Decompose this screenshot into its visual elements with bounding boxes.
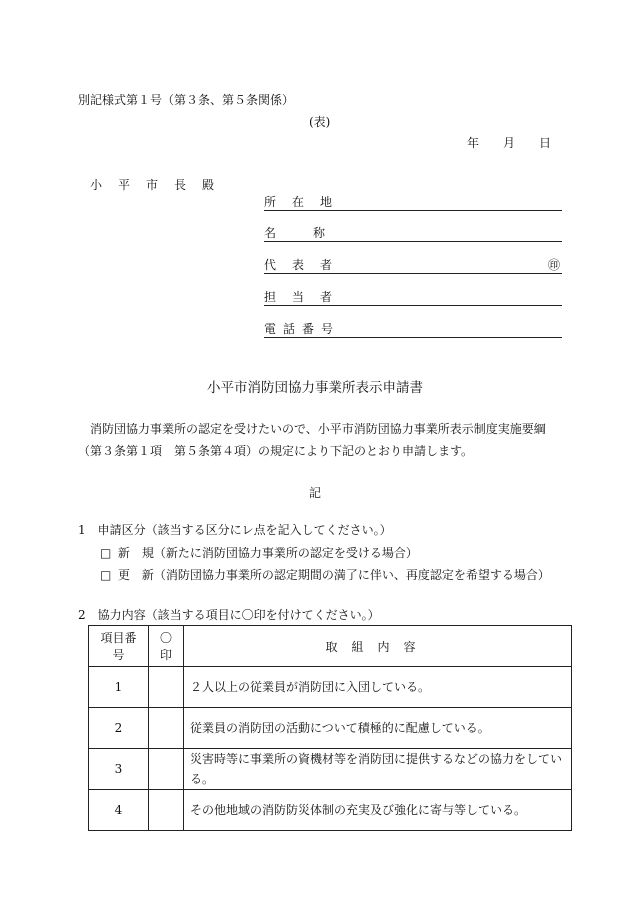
field-address[interactable]: [264, 193, 562, 211]
date-month: 月: [503, 136, 516, 150]
field-contact-person-label: 担当者: [264, 290, 349, 304]
field-phone-label: 電話番号: [264, 322, 341, 336]
option-renew[interactable]: [100, 566, 550, 583]
addressee: 小平市長殿: [90, 178, 231, 192]
table-row: [89, 749, 572, 790]
field-representative-label: 代表者: [264, 258, 349, 272]
row-description: その他地域の消防防災体制の充実及び強化に寄与等している。: [184, 790, 572, 831]
field-name[interactable]: [264, 224, 562, 242]
row-mark-cell[interactable]: [149, 708, 184, 749]
checkbox-renew[interactable]: □: [100, 568, 112, 582]
row-number: 2: [89, 708, 149, 749]
option-new[interactable]: [100, 544, 418, 561]
document-title: 小平市消防団協力事業所表示申請書: [207, 380, 423, 396]
header-item-number: 項目番号: [89, 626, 149, 667]
row-number: 4: [89, 790, 149, 831]
row-description: 災害時等に事業所の資機材等を消防団に提供するなどの協力をしている。: [184, 749, 572, 790]
table-row: [89, 667, 572, 708]
table-row: [89, 708, 572, 749]
date-day: 日: [539, 136, 552, 150]
row-number: 3: [89, 749, 149, 790]
cooperation-table: [88, 625, 572, 831]
option-renew-label: 更 新（消防団協力事業所の認定期間の満了に伴い、再度認定を希望する場合）: [117, 568, 550, 582]
field-contact-person[interactable]: [264, 288, 562, 306]
section2-heading: 2 協力内容（該当する項目に〇印を付けてください。）: [78, 608, 380, 622]
table-row: [89, 790, 572, 831]
table-header-row: [89, 626, 572, 667]
row-description: ２人以上の従業員が消防団に入団している。: [184, 667, 572, 708]
header-content: 取組内容: [184, 626, 572, 667]
row-number: 1: [89, 667, 149, 708]
field-phone[interactable]: [264, 320, 562, 338]
section1-heading: 1 申請区分（該当する区分にレ点を記入してください。）: [78, 523, 392, 537]
date-line: [467, 134, 551, 151]
form-number: 別記様式第１号（第３条、第５条関係）: [78, 93, 295, 107]
header-mark: 〇印: [149, 626, 184, 667]
body-paragraph: 消防団協力事業所の認定を受けたいので、小平市消防団協力事業所表示制度実施要綱（第３条第１項 第５条第４項）の規定により下記のとおり申請します。: [78, 422, 546, 458]
field-representative[interactable]: [264, 256, 562, 274]
field-name-label: 名称: [264, 226, 363, 240]
row-mark-cell[interactable]: [149, 790, 184, 831]
side-label: (表): [309, 115, 331, 129]
row-mark-cell[interactable]: [149, 667, 184, 708]
seal-mark: ㊞: [547, 258, 560, 272]
option-new-label: 新 規（新たに消防団協力事業所の認定を受ける場合）: [117, 546, 418, 560]
row-mark-cell[interactable]: [149, 749, 184, 790]
field-address-label: 所在地: [264, 195, 349, 209]
date-year: 年: [467, 136, 480, 150]
row-description: 従業員の消防団の活動について積極的に配慮している。: [184, 708, 572, 749]
ki-heading: 記: [308, 486, 321, 500]
checkbox-new[interactable]: □: [100, 546, 112, 560]
